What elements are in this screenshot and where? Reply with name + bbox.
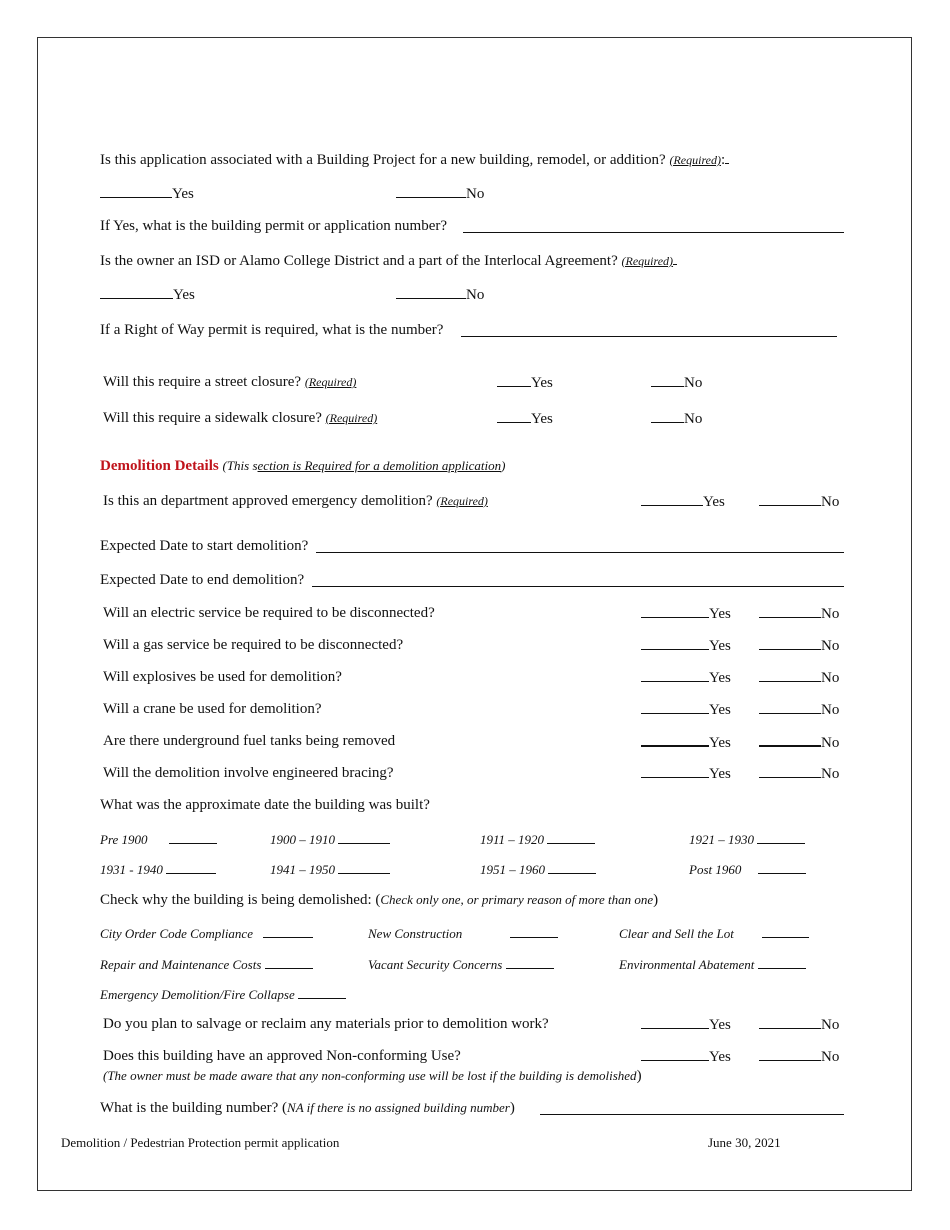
start-date-field[interactable] <box>316 552 844 553</box>
sidewalk-closure-no[interactable]: No <box>651 409 702 428</box>
reason-option[interactable]: Vacant Security Concerns <box>368 955 554 974</box>
permit-number-field[interactable] <box>463 232 844 233</box>
end-date-field[interactable] <box>312 586 844 587</box>
question-salvage: Do you plan to salvage or reclaim any materials prior to demolition work? <box>103 1016 549 1032</box>
year-option[interactable]: Pre 1900 <box>100 830 217 849</box>
question-building-number: What is the building number? (NA if there is no assigned building number) <box>100 1100 515 1116</box>
question-sidewalk-closure: Will this require a sidewalk closure? (Required) <box>103 410 378 426</box>
reason-option[interactable]: New Construction <box>368 924 558 943</box>
footer-title: Demolition / Pedestrian Protection permit application <box>61 1135 340 1150</box>
year-option[interactable]: 1900 – 1910 <box>270 830 390 849</box>
year-option[interactable]: 1911 – 1920 <box>480 830 595 849</box>
crane-no[interactable]: No <box>759 700 839 719</box>
nonconforming-no[interactable]: No <box>759 1047 839 1066</box>
reason-option[interactable]: Repair and Maintenance Costs <box>100 955 313 974</box>
question-electric: Will an electric service be required to be disconnected? <box>103 605 435 621</box>
emergency-yes[interactable]: Yes <box>641 492 725 511</box>
bracing-yes[interactable]: Yes <box>641 764 731 783</box>
row-permit-field[interactable] <box>461 336 837 337</box>
street-closure-no[interactable]: No <box>651 373 702 392</box>
year-option[interactable]: 1941 – 1950 <box>270 860 390 879</box>
question-start-date: Expected Date to start demolition? <box>100 538 309 554</box>
isd-yes[interactable]: Yes <box>100 285 195 304</box>
nonconforming-yes[interactable]: Yes <box>641 1047 731 1066</box>
year-option[interactable]: 1931 - 1940 <box>100 860 216 879</box>
question-explosives: Will explosives be used for demolition? <box>103 669 342 685</box>
fuel-tanks-no[interactable]: No <box>759 732 839 752</box>
crane-yes[interactable]: Yes <box>641 700 731 719</box>
question-building-project: Is this application associated with a Building Project for a new building, remodel, or addition? (Required): <box>100 150 729 169</box>
question-demolish-reason: Check why the building is being demolished: (Check only one, or primary reason of more than one) <box>100 892 659 908</box>
gas-yes[interactable]: Yes <box>641 636 731 655</box>
question-row-permit: If a Right of Way permit is required, what is the number? <box>100 322 444 338</box>
year-option[interactable]: Post 1960 <box>689 860 806 879</box>
question-gas: Will a gas service be required to be disconnected? <box>103 637 404 653</box>
salvage-yes[interactable]: Yes <box>641 1015 731 1034</box>
explosives-no[interactable]: No <box>759 668 839 687</box>
building-number-field[interactable] <box>540 1114 844 1115</box>
electric-yes[interactable]: Yes <box>641 604 731 623</box>
question-nonconforming: Does this building have an approved Non-conforming Use? <box>103 1048 461 1064</box>
fuel-tanks-yes[interactable]: Yes <box>641 732 731 752</box>
reason-option[interactable]: Emergency Demolition/Fire Collapse <box>100 985 346 1004</box>
salvage-no[interactable]: No <box>759 1015 839 1034</box>
street-closure-yes[interactable]: Yes <box>497 373 553 392</box>
gas-no[interactable]: No <box>759 636 839 655</box>
question-fuel-tanks: Are there underground fuel tanks being removed <box>103 733 396 749</box>
question-bracing: Will the demolition involve engineered bracing? <box>103 765 394 781</box>
building-project-yes[interactable]: Yes <box>100 184 194 203</box>
emergency-no[interactable]: No <box>759 492 839 511</box>
footer-date: June 30, 2021 <box>708 1135 781 1150</box>
building-project-no[interactable]: No <box>396 184 484 203</box>
question-year-built: What was the approximate date the building was built? <box>100 797 430 813</box>
electric-no[interactable]: No <box>759 604 839 623</box>
reason-option[interactable]: Clear and Sell the Lot <box>619 924 809 943</box>
question-street-closure: Will this require a street closure? (Required) <box>103 374 357 390</box>
question-permit-number: If Yes, what is the building permit or application number? <box>100 218 448 234</box>
demolition-details-heading: Demolition Details (This section is Required for a demolition application) <box>100 458 506 474</box>
sidewalk-closure-yes[interactable]: Yes <box>497 409 553 428</box>
nonconforming-note: (The owner must be made aware that any non-conforming use will be lost if the building is demolished) <box>103 1068 642 1084</box>
explosives-yes[interactable]: Yes <box>641 668 731 687</box>
isd-no[interactable]: No <box>396 285 484 304</box>
bracing-no[interactable]: No <box>759 764 839 783</box>
reason-option[interactable]: City Order Code Compliance <box>100 924 313 943</box>
question-end-date: Expected Date to end demolition? <box>100 572 305 588</box>
year-option[interactable]: 1921 – 1930 <box>689 830 805 849</box>
question-isd: Is the owner an ISD or Alamo College District and a part of the Interlocal Agreement? (Required) <box>100 251 677 270</box>
year-option[interactable]: 1951 – 1960 <box>480 860 596 879</box>
reason-option[interactable]: Environmental Abatement <box>619 955 806 974</box>
question-emergency: Is this an department approved emergency demolition? (Required) <box>103 493 488 509</box>
question-crane: Will a crane be used for demolition? <box>103 701 322 717</box>
